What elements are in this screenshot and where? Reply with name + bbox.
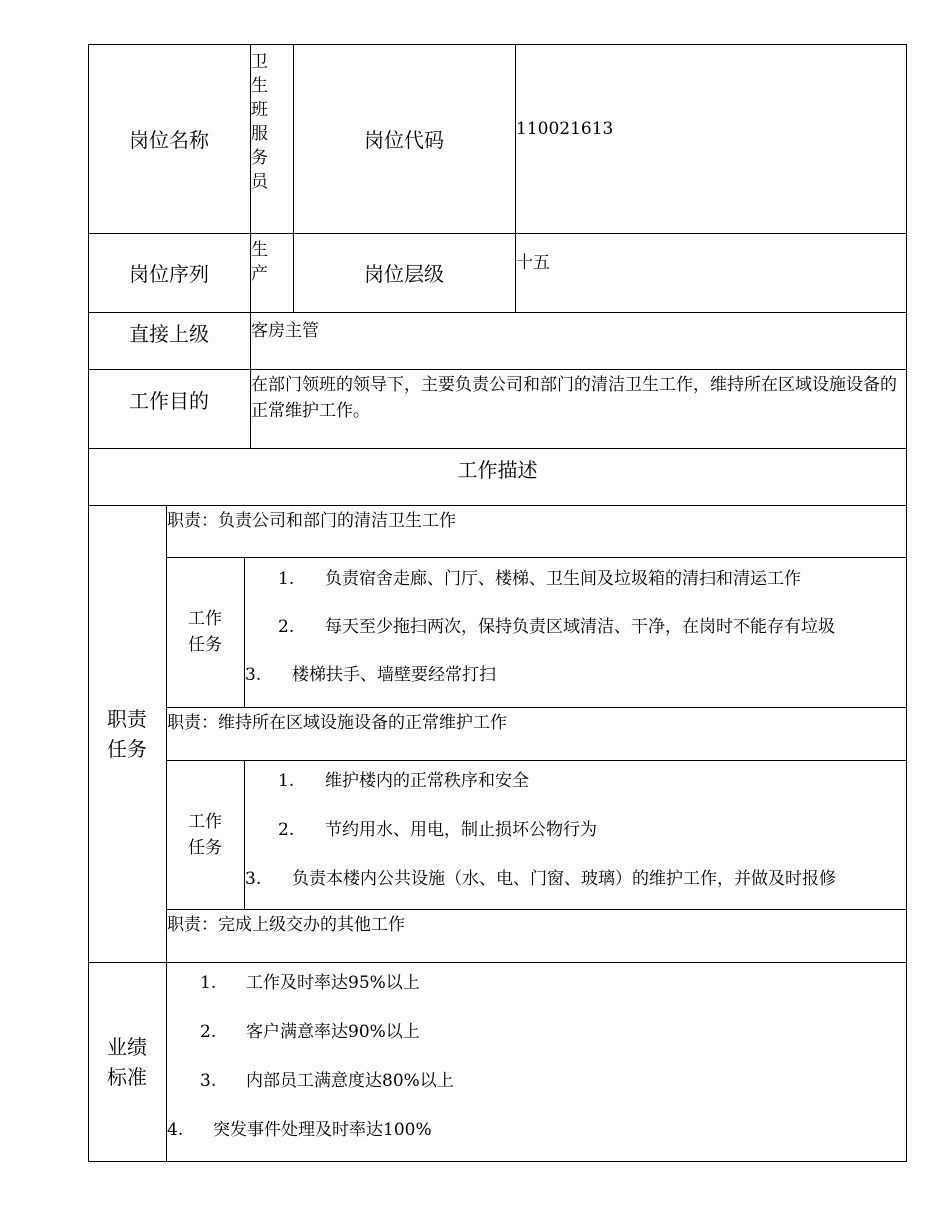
post-level-value: 十五: [516, 253, 550, 273]
task-item: 2. 每天至少拖扫两次，保持负责区域清洁、干净，在岗时不能存有垃圾: [278, 617, 835, 637]
post-series-value: 生产: [251, 240, 268, 284]
post-code-value: 110021613: [516, 119, 614, 139]
post-level-label: 岗位层级: [364, 262, 444, 286]
task-label: 工作任务: [188, 811, 222, 858]
duty-title: 职责：完成上级交办的其他工作: [167, 915, 405, 935]
post-name-label: 岗位名称: [129, 128, 209, 152]
duties-label: 职责任务: [107, 706, 147, 761]
supervisor-label: 直接上级: [129, 322, 209, 346]
performance-item: 3. 内部员工满意度达80%以上: [200, 1071, 454, 1091]
performance-label: 业绩标准: [107, 1034, 147, 1089]
post-name-value: 卫生班服务员: [251, 52, 268, 192]
performance-item: 4. 突发事件处理及时率达100%: [167, 1120, 432, 1140]
task-item: 3. 负责本楼内公共设施（水、电、门窗、玻璃）的维护工作，并做及时报修: [245, 869, 836, 889]
description-title: 工作描述: [457, 458, 538, 482]
post-code-label: 岗位代码: [364, 128, 444, 152]
performance-item: 2. 客户满意率达90%以上: [200, 1022, 420, 1042]
post-series-label: 岗位序列: [129, 262, 209, 286]
purpose-label: 工作目的: [129, 389, 209, 413]
purpose-value: 在部门领班的领导下，主要负责公司和部门的清洁卫生工作，维持所在区域设施设备的正常维护工作。: [251, 375, 897, 421]
duty-title: 职责：维持所在区域设施设备的正常维护工作: [167, 713, 507, 733]
task-item: 3. 楼梯扶手、墙壁要经常打扫: [245, 665, 496, 685]
duty-title: 职责：负责公司和部门的清洁卫生工作: [167, 511, 456, 531]
performance-item: 1. 工作及时率达95%以上: [200, 973, 420, 993]
task-label: 工作任务: [188, 609, 222, 655]
task-item: 1. 维护楼内的正常秩序和安全: [278, 771, 529, 791]
task-item: 2. 节约用水、用电，制止损坏公物行为: [278, 820, 597, 840]
task-item: 1. 负责宿舍走廊、门厅、楼梯、卫生间及垃圾箱的清扫和清运工作: [278, 569, 801, 589]
supervisor-value: 客房主管: [251, 321, 319, 341]
